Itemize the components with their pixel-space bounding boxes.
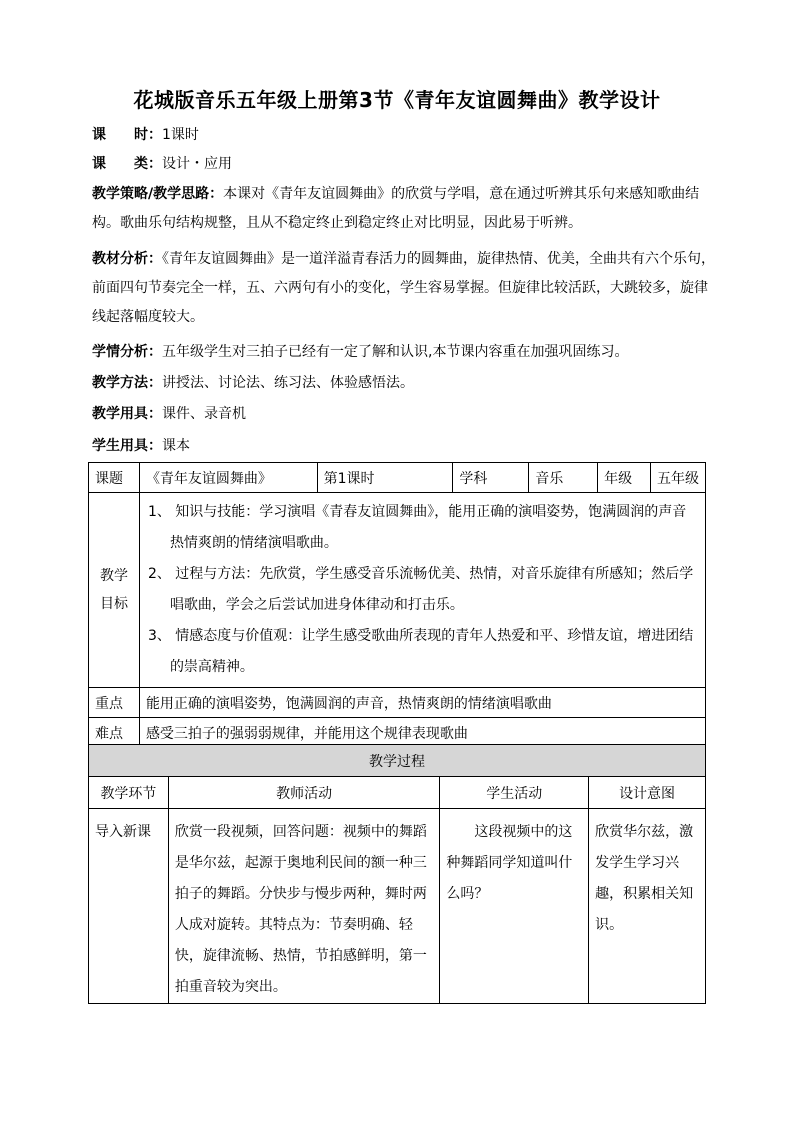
difficulty-label: 难点 <box>89 718 140 748</box>
grade-value: 五年级 <box>651 463 706 493</box>
objective-item: 2、 过程与方法：先欣赏，学生感受音乐流畅优美、热情，对音乐旋律有所感知；然后学唱歌曲，学会之后尝试加进身体律动和打击乐。 <box>147 566 694 613</box>
subject-label: 学科 <box>453 463 529 493</box>
objectives-row <box>89 493 706 688</box>
info-method <box>92 369 717 398</box>
teaching-process-table <box>88 744 706 1004</box>
label: 教学方法： <box>92 375 162 391</box>
label: 教学用具： <box>92 406 162 422</box>
label: 课 类： <box>92 156 162 172</box>
difficulty-row <box>89 718 706 748</box>
teacher-activity-cell: 欣赏一段视频，回答问题：视频中的舞蹈是华尔兹，起源于奥地利民间的额一种三拍子的舞蹈。分快步与慢步两种，舞时两人成对旋转。其特点为：节奏明确、轻快，旋律流畅、热情，节拍感鲜明，第一拍重音较为突出。 <box>168 809 439 1004</box>
value: 1课时 <box>162 127 199 143</box>
table-row <box>89 809 706 1004</box>
value: 五年级学生对三拍子已经有一定了解和认识,本节课内容重在加强巩固练习。 <box>162 344 629 360</box>
topic-label: 课题 <box>89 463 140 493</box>
difficulty-value: 感受三拍子的强弱弱规律，并能用这个规律表现歌曲 <box>139 718 705 748</box>
header-teacher: 教师活动 <box>168 777 439 809</box>
document-title: 花城版音乐五年级上册第3节《青年友谊圆舞曲》教学设计 <box>133 88 661 112</box>
label: 学情分析： <box>92 344 162 360</box>
info-analysis <box>92 245 717 332</box>
label: 学生用具： <box>92 438 162 454</box>
value: 《青年友谊圆舞曲》是一道洋溢青春活力的圆舞曲，旋律热情、优美，全曲共有六个乐句，前面四句节奏完全一样，五、六两句有小的变化，学生容易掌握。但旋律比较活跃，大跳较多，旋律线起落幅度较大。 <box>92 251 715 325</box>
objectives-label: 教学目标 <box>89 493 140 688</box>
header-student: 学生活动 <box>440 777 589 809</box>
stage-cell: 导入新课 <box>89 809 169 1004</box>
header-stage: 教学环节 <box>89 777 169 809</box>
section-title: 教学过程 <box>89 745 706 777</box>
objectives-cell <box>139 493 705 688</box>
key-point-row <box>89 688 706 718</box>
value: 讲授法、讨论法、练习法、体验感悟法。 <box>162 375 414 391</box>
label: 教材分析： <box>92 251 162 267</box>
objective-item: 3、 情感态度与价值观：让学生感受歌曲所表现的青年人热爱和平、珍惜友谊，增进团结的崇高精神。 <box>147 628 694 675</box>
info-lesson-type <box>92 150 717 179</box>
topic-value: 《青年友谊圆舞曲》 <box>139 463 317 493</box>
info-tools <box>92 400 717 429</box>
label: 课 时： <box>92 127 162 143</box>
value: 课本 <box>162 438 190 454</box>
period-value: 第1课时 <box>317 463 453 493</box>
objective-item: 1、 知识与技能：学习演唱《青春友谊圆舞曲》，能用正确的演唱姿势，饱满圆润的声音热情爽朗的情绪演唱歌曲。 <box>147 504 687 551</box>
value: 设计・应用 <box>162 156 232 172</box>
key-label: 重点 <box>89 688 140 718</box>
info-strategy <box>92 180 717 238</box>
student-activity-cell: 这段视频中的这种舞蹈同学知道叫什么吗？ <box>440 809 589 1004</box>
info-student <box>92 338 717 367</box>
info-lesson-time <box>92 121 717 150</box>
key-value: 能用正确的演唱姿势，饱满圆润的声音，热情爽朗的情绪演唱歌曲 <box>139 688 705 718</box>
subject-value: 音乐 <box>529 463 598 493</box>
header-intent: 设计意图 <box>589 777 706 809</box>
lesson-info-table <box>88 462 706 748</box>
info-student-tools <box>92 432 717 461</box>
header-row <box>89 463 706 493</box>
grade-label: 年级 <box>598 463 651 493</box>
section-title-row <box>89 745 706 777</box>
label: 教学策略/教学思路： <box>92 186 224 202</box>
column-header-row <box>89 777 706 809</box>
value: 本课对《青年友谊圆舞曲》的欣赏与学唱，意在通过听辨其乐句来感知歌曲结构。歌曲乐句结构规整，且从不稳定终止到稳定终止对比明显，因此易于听辨。 <box>92 186 700 231</box>
design-intent-cell: 欣赏华尔兹，激发学生学习兴趣，积累相关知识。 <box>589 809 706 1004</box>
value: 课件、录音机 <box>162 406 246 422</box>
